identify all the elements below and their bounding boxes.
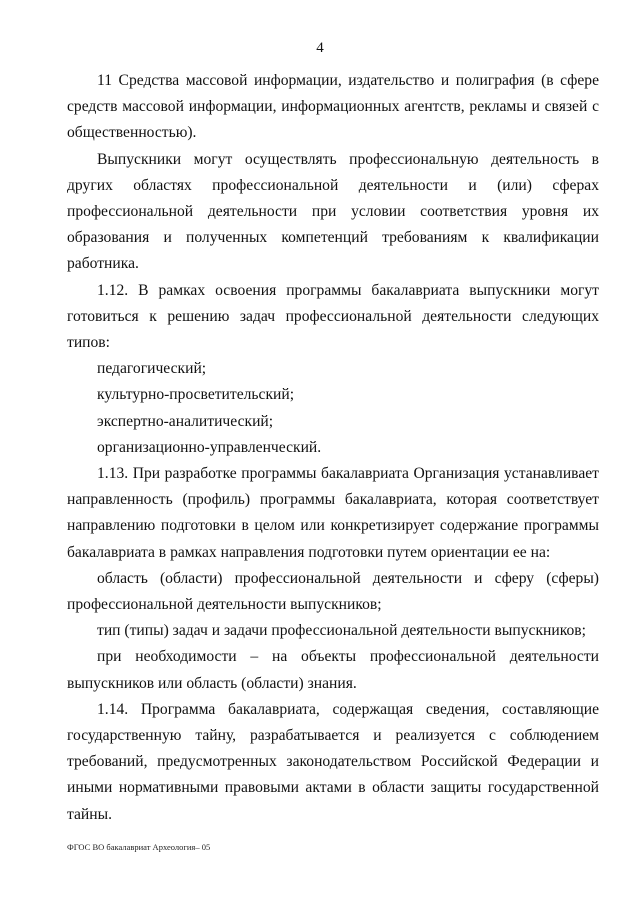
paragraph-areas-of-activity: область (области) профессиональной деятельности и сферу (сферы) профессиональной деятельности выпускников; — [67, 569, 599, 614]
paragraph-objects: при необходимости – на объекты профессиональной деятельности выпускников или область (области) знания. — [67, 648, 599, 692]
list-item-cultural: культурно-просветительский; — [97, 386, 295, 404]
list-item-pedagogical: педагогический; — [97, 360, 207, 378]
document-body — [67, 68, 599, 828]
paragraph-1-12: 1.12. В рамках освоения программы бакалавриата выпускники могут готовиться к решению задач профессиональной деятельности следующих типов: — [67, 281, 599, 352]
page-number: 4 — [316, 40, 324, 56]
list-item-expert: экспертно-аналитический; — [97, 412, 274, 430]
list-item-managerial: организационно-управленческий. — [97, 438, 322, 456]
paragraph-mass-media: 11 Средства массовой информации, издательство и полиграфия (в сфере средств массовой информации, информационных агентств, рекламы и связей с общественностью). — [67, 72, 599, 142]
paragraph-1-13: 1.13. При разработке программы бакалавриата Организация устанавливает направленность (профиль) программы бакалавриата, которая соответствует направлению подготовки в целом или конкретизирует содержание программы бакалавриата в рамках направления подготовки путем ориентации ее на: — [67, 465, 599, 561]
paragraph-other-areas: Выпускники могут осуществлять профессиональную деятельность в других областях профессиональной деятельности и (или) сферах профессиональной деятельности при условии соответствия уровня их образования и полученных компетенций требованиям к квалификации работника. — [67, 150, 599, 273]
paragraph-task-types: тип (типы) задач и задачи профессиональной деятельности выпускников; — [97, 622, 586, 640]
footer-note: ФГОС ВО бакалавриат Археология– 05 — [67, 842, 211, 852]
paragraph-1-14: 1.14. Программа бакалавриата, содержащая сведения, составляющие государственную тайну, разрабатывается и реализуется с соблюдением требований, предусмотренных законодательством Российской Федерации и иными нормативными правовыми актами в области защиты государственной тайны. — [67, 700, 599, 823]
